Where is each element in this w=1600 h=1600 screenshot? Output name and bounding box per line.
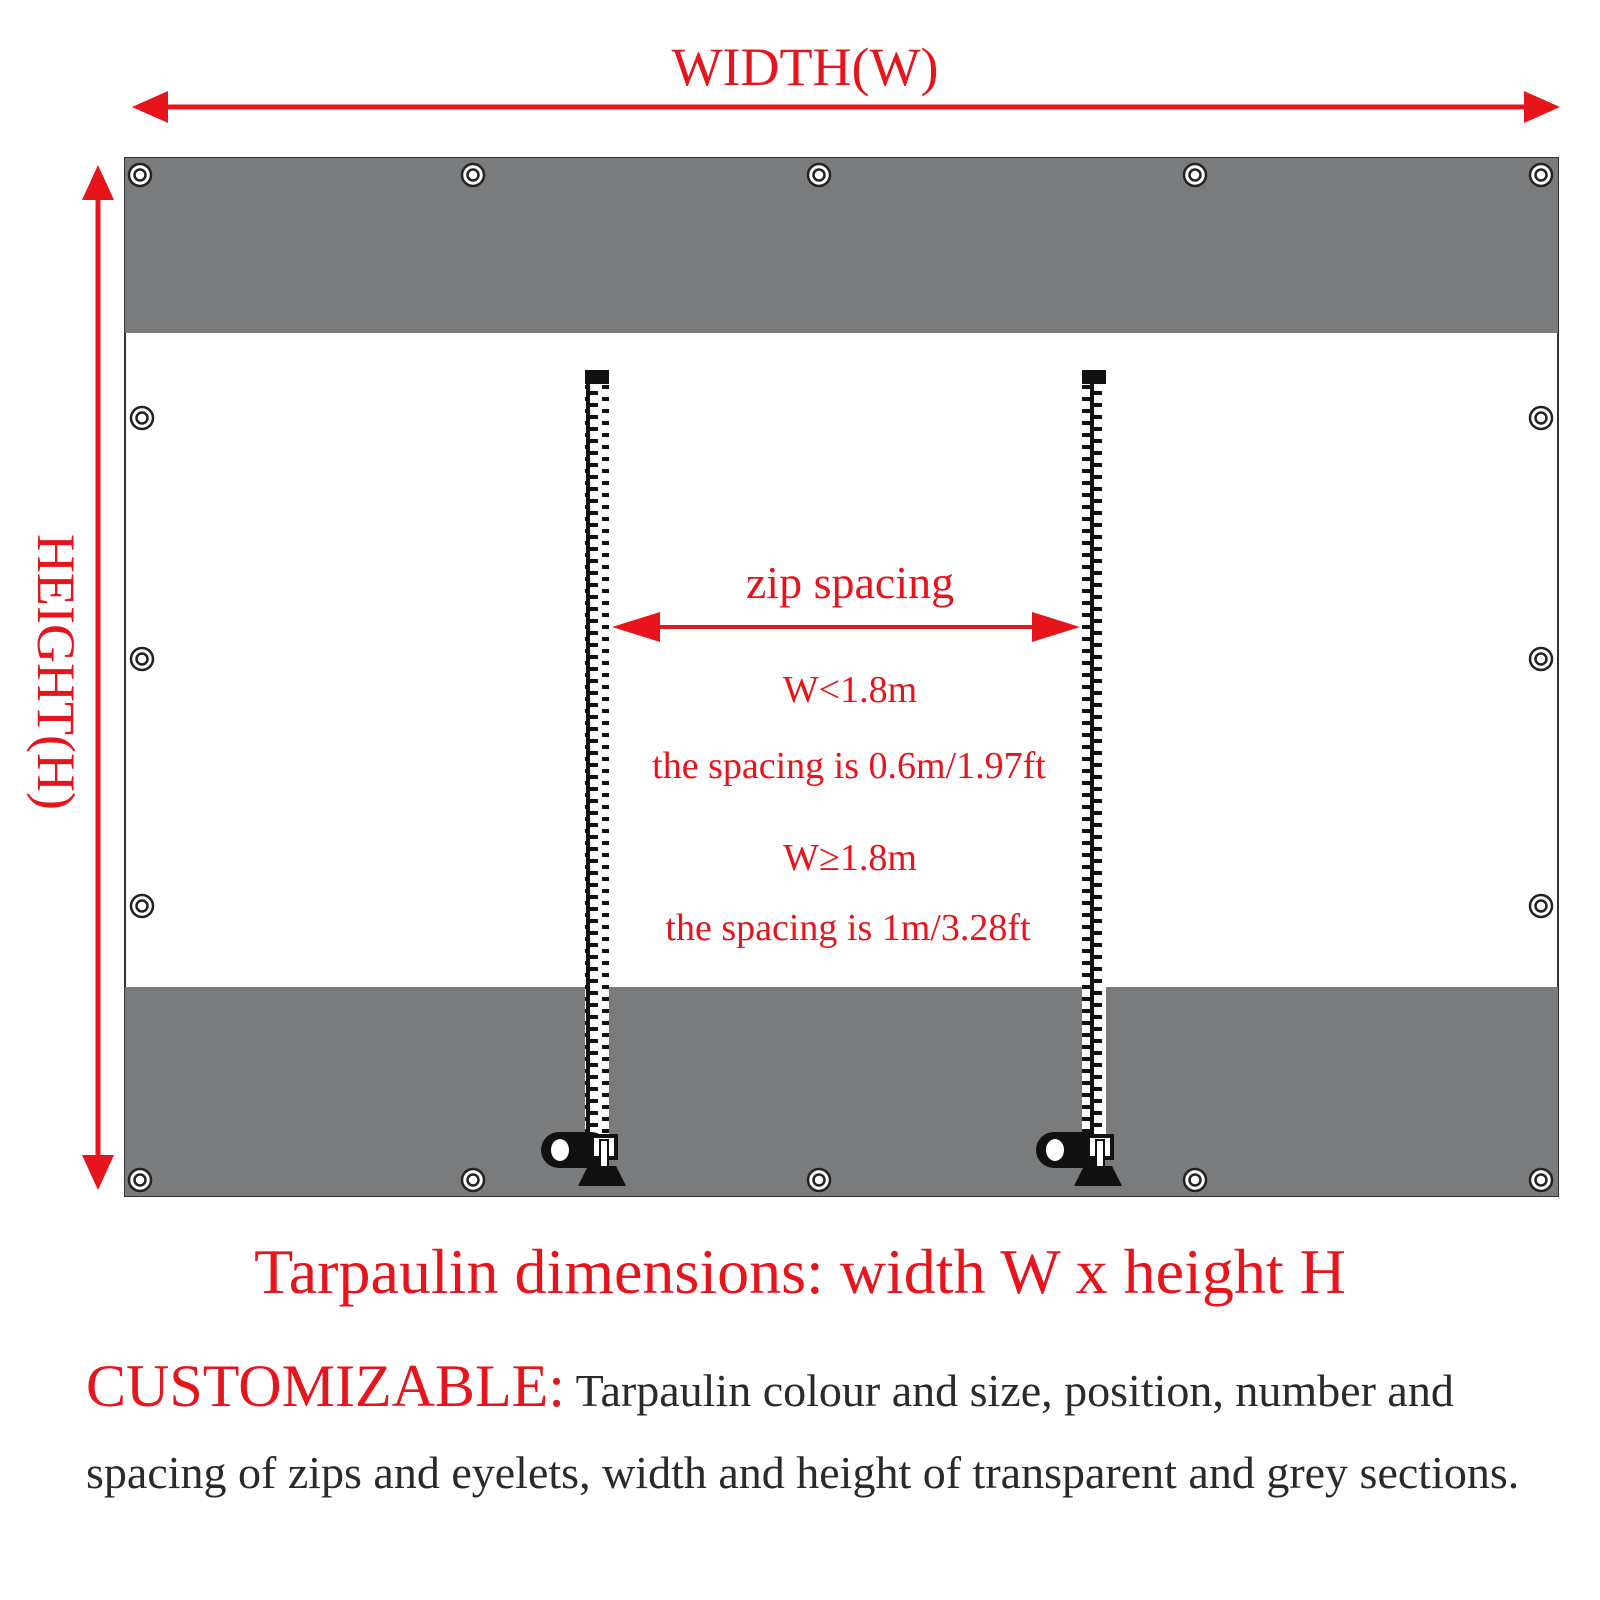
grey-section-top xyxy=(125,158,1558,333)
eyelet-icon xyxy=(1530,1169,1552,1191)
eyelet-icon xyxy=(1184,1169,1206,1191)
eyelet-icon xyxy=(1184,164,1206,186)
eyelet-icon xyxy=(129,1169,151,1191)
transparent-section xyxy=(126,333,1557,987)
eyelet-icon xyxy=(808,164,830,186)
eyelet-icon xyxy=(1530,164,1552,186)
zipper-icon xyxy=(585,383,609,1138)
eyelet-icon xyxy=(129,164,151,186)
rule-1-text: the spacing is 0.6m/1.97ft xyxy=(652,745,1046,787)
eyelet-icon xyxy=(1530,895,1552,917)
customizable-note xyxy=(86,1345,1556,1514)
rule-2-text: the spacing is 1m/3.28ft xyxy=(665,907,1031,949)
grey-section-bottom xyxy=(125,987,1558,1196)
customizable-body: Tarpaulin colour and size, position, number and spacing of zips and eyelets, width and height of transparent and grey sections. xyxy=(86,1365,1520,1498)
eyelet-icon xyxy=(131,648,153,670)
eyelet-icon xyxy=(808,1169,830,1191)
eyelet-icon xyxy=(131,407,153,429)
eyelet-icon xyxy=(462,1169,484,1191)
width-label: WIDTH(W) xyxy=(671,37,939,97)
height-label: HEIGHT(H) xyxy=(26,534,86,810)
eyelet-icon xyxy=(1530,407,1552,429)
eyelet-icon xyxy=(131,895,153,917)
rule-2-condition: W≥1.8m xyxy=(783,837,917,879)
eyelet-icon xyxy=(462,164,484,186)
zip-spacing-label: zip spacing xyxy=(745,557,955,608)
zipper-icon xyxy=(1082,383,1106,1138)
dimensions-caption: Tarpaulin dimensions: width W x height H xyxy=(254,1236,1346,1307)
eyelet-icon xyxy=(1530,648,1552,670)
customizable-label: CUSTOMIZABLE: xyxy=(86,1353,565,1419)
rule-1-condition: W<1.8m xyxy=(782,669,918,711)
